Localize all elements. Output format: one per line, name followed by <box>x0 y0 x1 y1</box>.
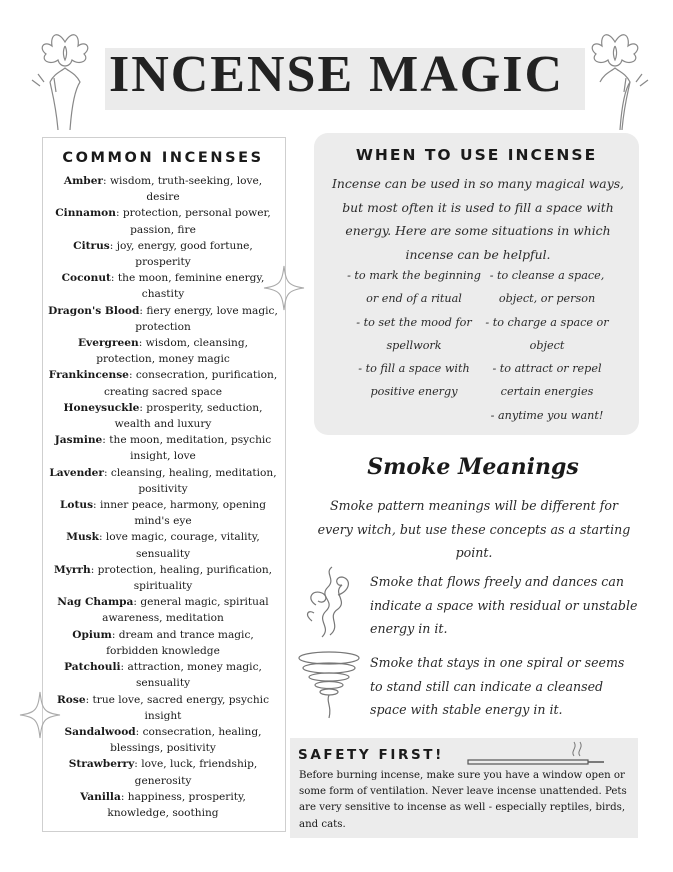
smoke-meanings-heading: Smoke Meanings <box>367 454 579 480</box>
use-item: - to mark the beginning or end of a ritual <box>347 269 481 306</box>
incense-item <box>48 594 278 626</box>
incense-name: Sandalwood <box>64 725 136 738</box>
incense-item <box>48 400 278 432</box>
incense-description: : wisdom, cleansing, protection, money magic <box>96 337 249 366</box>
incense-description: : happiness, prosperity, knowledge, soothing <box>107 790 246 819</box>
uses-column-right <box>472 264 622 427</box>
incense-item <box>48 270 278 302</box>
incense-name: Vanilla <box>80 790 121 803</box>
incense-list <box>48 173 278 821</box>
use-item: - to fill a space with positive energy <box>358 362 470 399</box>
incense-description: : cleansing, healing, meditation, positivity <box>104 466 277 495</box>
incense-description: : dream and trance magic, forbidden knowledge <box>106 628 254 657</box>
incense-name: Citrus <box>73 239 110 252</box>
incense-name: Amber <box>63 175 104 187</box>
incense-name: Patchouli <box>64 661 121 674</box>
incense-item <box>48 627 278 659</box>
uses-column-left <box>340 264 488 404</box>
incense-name: Evergreen <box>77 337 139 350</box>
incense-name: Lavender <box>49 466 104 479</box>
smoke-swirl-icon <box>302 565 358 640</box>
incense-name: Coconut <box>61 272 111 285</box>
use-item: - to charge a space or object <box>485 315 609 352</box>
smoke-swirl-icon <box>296 648 362 720</box>
incense-description: : protection, healing, purification, spirituality <box>90 563 273 593</box>
incense-description: : love magic, courage, vitality, sensuality <box>98 531 260 560</box>
incense-name: Dragon's Blood <box>48 304 140 317</box>
use-item: - to set the mood for spellwork <box>356 315 472 352</box>
common-incenses-heading: COMMON INCENSES <box>62 150 264 166</box>
incense-description: : wisdom, truth-seeking, love, desire <box>103 175 263 204</box>
incense-description: : inner peace, harmony, opening mind's eye <box>93 499 267 528</box>
use-item: - to attract or repel certain energies <box>492 362 602 399</box>
incense-item <box>48 724 278 756</box>
incense-description: : the moon, feminine energy, chastity <box>110 272 265 301</box>
incense-description: : consecration, healing, blessings, positivity <box>110 725 262 755</box>
incense-name: Cinnamon <box>55 207 116 220</box>
incense-name: Frankincense <box>48 369 129 382</box>
incense-item <box>48 432 278 464</box>
incense-name: Lotus <box>59 499 94 512</box>
safety-first-heading: SAFETY FIRST! <box>298 747 444 763</box>
incense-name: Honeysuckle <box>63 401 140 414</box>
sparkle-icon <box>18 690 62 740</box>
incense-name: Jasmine <box>54 434 103 447</box>
incense-name: Strawberry <box>68 758 135 771</box>
use-item: - to cleanse a space, object, or person <box>489 269 605 306</box>
incense-item <box>48 205 278 237</box>
page-title: INCENSE MAGIC <box>108 46 565 103</box>
smoke-free-text: Smoke that flows freely and dances can indicate a space with residual or unstable energy in it. <box>370 574 638 636</box>
incense-item <box>48 562 278 594</box>
use-item: - anytime you want! <box>490 408 604 422</box>
when-to-use-heading: WHEN TO USE INCENSE <box>355 146 598 164</box>
incense-item <box>48 756 278 788</box>
smoke-meanings-intro: Smoke pattern meanings will be different for every witch, but use these concepts as a starting point. <box>317 498 631 560</box>
incense-name: Musk <box>66 531 99 544</box>
lotus-hand-icon <box>580 22 650 132</box>
smoke-still-text: Smoke that stays in one spiral or seems to stand still can indicate a cleansed space with stable energy in it. <box>370 655 625 717</box>
incense-item <box>48 238 278 270</box>
incense-item <box>48 497 278 529</box>
incense-description: : protection, personal power, passion, fire <box>115 207 271 236</box>
incense-description: : true love, sacred energy, psychic insight <box>85 693 270 722</box>
incense-name: Rose <box>56 693 86 706</box>
incense-description: : the moon, meditation, psychic insight, love <box>102 434 272 463</box>
incense-item <box>48 529 278 561</box>
incense-description: : consecration, purification, creating sacred space <box>103 369 278 398</box>
safety-first-text: Before burning incense, make sure you have a window open or some form of ventilation. Never leave incense unattended. Pets are very sensitive to incense as well - especially reptiles, birds, and cats. <box>299 770 627 830</box>
incense-description: : prosperity, seduction, wealth and luxury <box>114 401 263 431</box>
incense-name: Opium <box>72 628 112 641</box>
incense-description: : love, luck, friendship, generosity <box>134 758 258 787</box>
incense-item <box>48 692 278 724</box>
incense-item <box>48 303 278 335</box>
when-to-use-intro: Incense can be used in so many magical ways, but most often it is used to fill a space with energy. Here are some situations in which incense can be helpful. <box>332 176 624 262</box>
incense-item <box>48 465 278 497</box>
lotus-hand-icon <box>30 22 100 132</box>
incense-name: Myrrh <box>53 563 91 576</box>
incense-description: : fiery energy, love magic, protection <box>135 304 278 333</box>
incense-item <box>48 367 278 399</box>
incense-stick-icon <box>466 740 606 770</box>
sparkle-icon <box>262 264 306 312</box>
incense-description: : general magic, spiritual awareness, meditation <box>102 596 269 625</box>
incense-description: : joy, energy, good fortune, prosperity <box>109 239 253 269</box>
incense-item <box>48 789 278 821</box>
incense-description: : attraction, money magic, sensuality <box>120 661 262 690</box>
incense-item <box>48 335 278 367</box>
incense-item <box>48 173 278 205</box>
incense-item <box>48 659 278 691</box>
incense-name: Nag Champa <box>57 596 134 609</box>
